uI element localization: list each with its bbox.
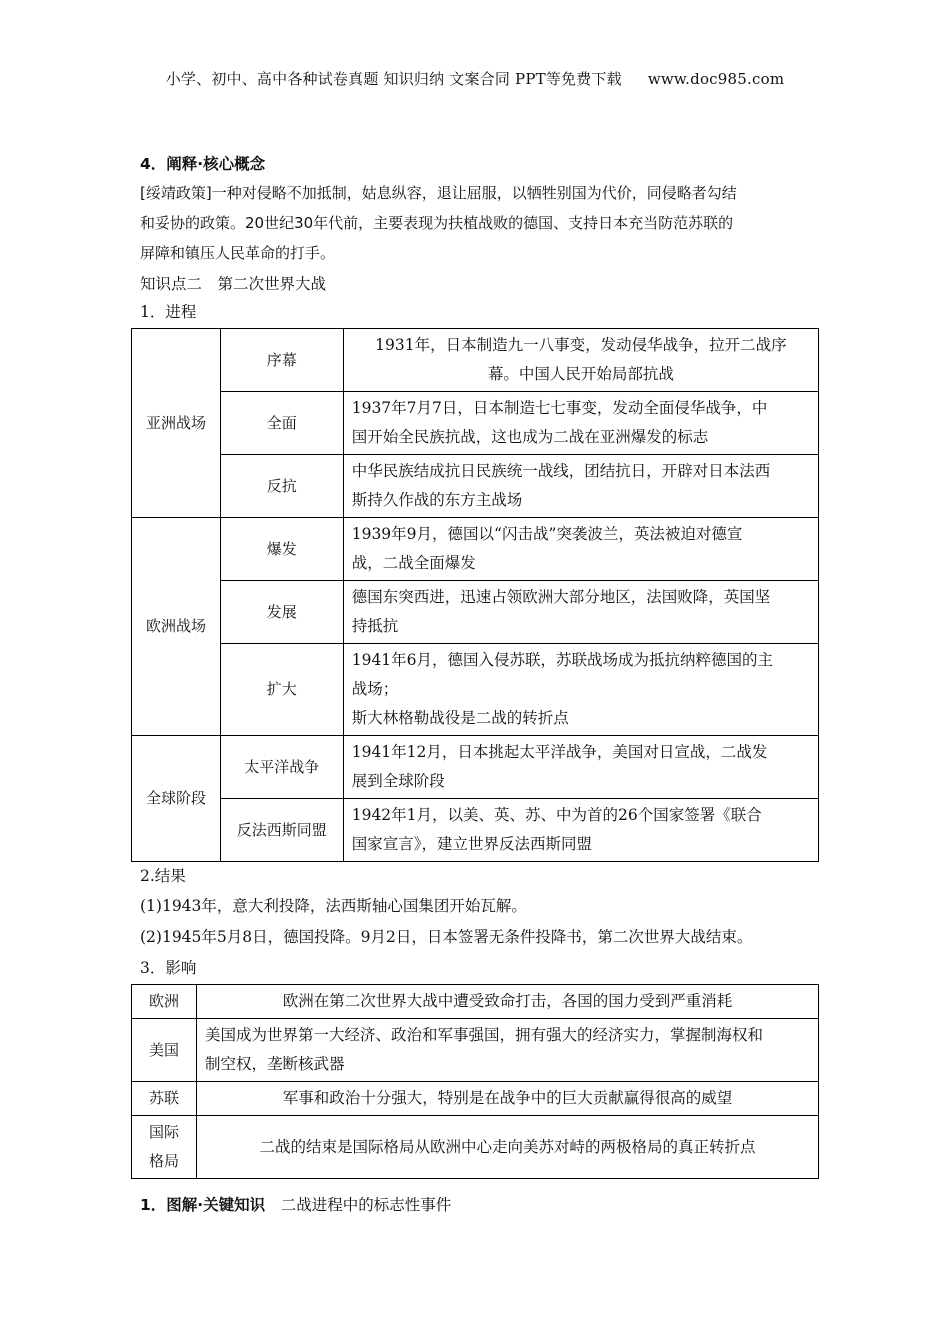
progress-row [132,329,819,392]
header-site: www.doc985.com [647,70,785,88]
stage-cell: 太平洋战争 [220,736,343,799]
footer-line [140,1193,451,1215]
page-header [0,68,950,89]
concept-line-3: 屏障和镇压人民革命的打手。 [140,244,336,262]
impact-row [132,1019,819,1082]
concept-line-1: [绥靖政策]一种对侵略不加抵制，姑息纵容，退让屈服，以牺牲别国为代价，同侵略者勾结 [140,184,737,202]
desc-line: 德国东突西进，迅速占领欧洲大部分地区，法国败降，英国坚 [351,588,771,606]
impact-row [132,1082,819,1116]
impact-name-cell [132,1082,197,1116]
result-item-2: (2)1945年5月8日，德国投降。9月2日，日本签署无条件投降书，第二次世界大战结束。 [140,928,753,946]
desc-line: 幕。中国人民开始局部抗战 [487,365,674,383]
impact-row [132,1116,819,1179]
desc-line: 斯大林格勒战役是二战的转折点 [351,709,569,727]
concept-heading: 4．阐释·核心概念 [140,155,266,173]
progress-row [132,581,819,644]
impact-name-line: 欧洲 [148,992,179,1010]
impact-name-line: 苏联 [148,1089,179,1107]
progress-table [131,328,819,862]
progress-row [132,799,819,862]
impact-table [131,984,819,1179]
progress-row [132,518,819,581]
impact-desc-line: 制空权，垄断核武器 [204,1055,345,1073]
desc-line: 1941年6月，德国入侵苏联，苏联战场成为抵抗纳粹德国的主 [351,651,774,669]
stage-cell: 反法西斯同盟 [220,799,343,862]
results-heading: 2.结果 [140,867,186,885]
progress-row [132,455,819,518]
impact-desc-cell [196,985,818,1019]
stage-cell: 反抗 [220,455,343,518]
desc-cell [343,736,818,799]
impact-name-line: 美国 [148,1040,179,1059]
impact-desc-line: 军事和政治十分强大，特别是在战争中的巨大贡献赢得很高的威望 [282,1089,733,1107]
region-cell: 欧洲战场 [132,518,221,736]
desc-line: 1939年9月，德国以“闪击战”突袭波兰，英法被迫对德宣 [351,525,743,543]
progress-heading: 1．进程 [140,303,197,321]
desc-cell [343,644,818,736]
desc-line: 中华民族结成抗日民族统一战线，团结抗日，开辟对日本法西 [351,462,771,480]
desc-line: 斯持久作战的东方主战场 [351,491,523,509]
desc-cell [343,392,818,455]
impact-row [132,985,819,1019]
desc-line: 国家宣言》，建立世界反法西斯同盟 [351,835,592,853]
desc-line: 展到全球阶段 [351,772,445,790]
desc-cell [343,581,818,644]
impact-desc-cell [196,1019,818,1082]
stage-cell: 全面 [220,392,343,455]
region-cell: 全球阶段 [132,736,221,862]
impact-heading: 3．影响 [140,959,197,977]
result-item-1: (1)1943年，意大利投降，法西斯轴心国集团开始瓦解。 [140,897,527,915]
impact-name-line: 格局 [148,1152,179,1170]
region-cell: 亚洲战场 [132,329,221,518]
desc-line: 1941年12月，日本挑起太平洋战争，美国对日宣战，二战发 [351,743,768,761]
desc-line: 持抵抗 [351,617,399,635]
desc-cell [343,799,818,862]
desc-cell [343,329,818,392]
progress-row [132,644,819,736]
desc-line: 国开始全民族抗战，这也成为二战在亚洲爆发的标志 [351,428,709,446]
desc-line: 战，二战全面爆发 [351,554,476,572]
stage-cell: 扩大 [220,644,343,736]
footer-text: 二战进程中的标志性事件 [265,1196,452,1214]
header-text: 小学、初中、高中各种试卷真题 知识归纳 文案合同 PPT等免费下载 [165,70,622,88]
footer-bold: 1．图解·关键知识 [140,1196,266,1214]
section-title: 知识点二 第二次世界大战 [140,275,327,293]
impact-desc-line: 美国成为世界第一大经济、政治和军事强国，拥有强大的经济实力，掌握制海权和 [204,1026,763,1044]
impact-name-cell [132,1019,197,1082]
impact-name-line: 国际 [148,1123,179,1141]
impact-desc-line: 欧洲在第二次世界大战中遭受致命打击，各国的国力受到严重消耗 [282,992,733,1010]
desc-cell [343,455,818,518]
stage-cell: 爆发 [220,518,343,581]
impact-desc-cell [196,1082,818,1116]
progress-row [132,736,819,799]
desc-line: 1937年7月7日，日本制造七七事变，发动全面侵华战争，中 [351,399,768,417]
desc-line: 战场； [351,680,399,698]
stage-cell: 序幕 [220,329,343,392]
impact-desc-cell [196,1116,818,1179]
desc-cell [343,518,818,581]
impact-desc-line: 二战的结束是国际格局从欧洲中心走向美苏对峙的两极格局的真正转折点 [259,1137,756,1156]
stage-cell: 发展 [220,581,343,644]
concept-line-2: 和妥协的政策。20世纪30年代前，主要表现为扶植战败的德国、支持日本充当防范苏联的 [140,214,734,232]
impact-name-cell [132,1116,197,1179]
impact-name-cell [132,985,197,1019]
desc-line: 1942年1月，以美、英、苏、中为首的26个国家签署《联合 [351,806,762,824]
desc-line: 1931年，日本制造九一八事变，发动侵华战争，拉开二战序 [375,336,787,354]
progress-row [132,392,819,455]
